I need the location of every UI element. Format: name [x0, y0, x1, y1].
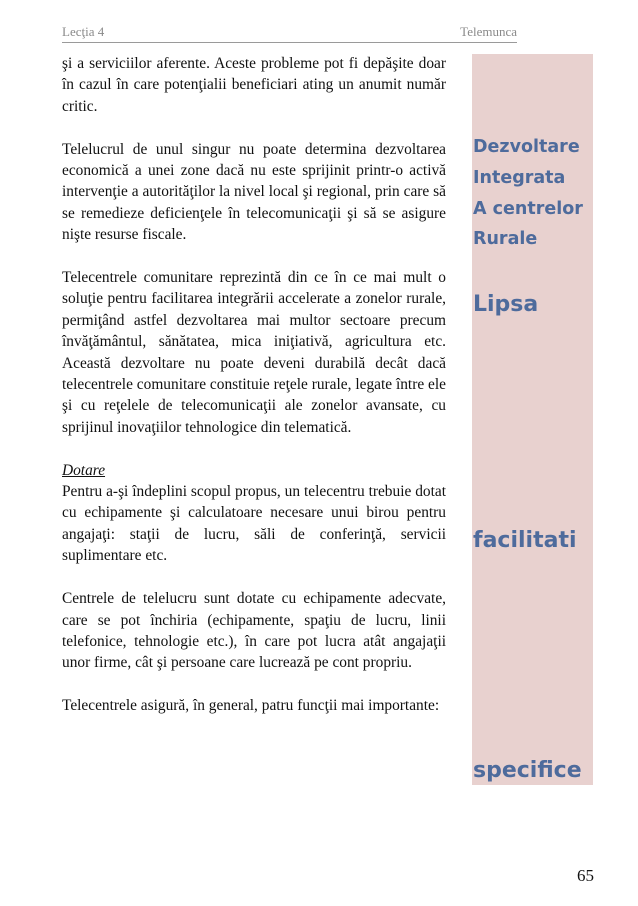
sidebar-line: Integrata — [473, 168, 566, 188]
sidebar-line: specifice — [473, 758, 582, 783]
sidebar-line: Dezvoltare — [473, 137, 580, 157]
paragraph: Pentru a-şi îndeplini scopul propus, un telecentru trebuie dotat cu echipamente şi calculatoare necesare unui birou pentru angajaţi: staţii de lucru, săli de conferinţă, servicii suplimentare etc. — [62, 483, 446, 565]
paragraph: Telecentrele asigură, în general, patru funcţii mai importante: — [62, 697, 440, 715]
paragraph: Centrele de telelucru sunt dotate cu echipamente adecvate, care se pot închiria (echipamente, spaţiu de lucru, linii telefonice, tehnologie etc.), în care pot lucra atât angajaţii unor firme, cât şi persoane care lucrează pe cont propriu. — [62, 590, 446, 672]
sidebar-keywords — [472, 54, 593, 785]
paragraph: Telecentrele comunitare reprezintă din ce în ce mai mult o soluţie pentru facilitarea integrării accelerate a zonelor rurale, permiţând astfel dezvoltarea mai multor sectoare precum învăţământul, sănătatea, mica iniţiativă, agricultura etc. Această dezvoltare nu poate deveni durabilă decât dacă telecentrele comunitare constituie reţele rurale, legate între ele şi cu reţelele de telecomunicaţii ale zonelor avansate, cu sprijinul inovaţiilor tehnologice din telematică. — [62, 269, 446, 436]
body-text — [62, 53, 446, 717]
lesson-label: Lecţia 4 — [62, 24, 105, 39]
page-number: 65 — [577, 866, 594, 885]
running-title: Telemunca — [460, 24, 517, 39]
section-heading: Dotare — [62, 461, 106, 479]
sidebar-line: Rurale — [473, 229, 538, 249]
paragraph: şi a serviciilor aferente. Aceste probleme pot fi depăşite doar în cazul în care potenţialii beneficiari ating un anumit număr critic. — [62, 55, 446, 115]
sidebar-line: facilitati — [473, 528, 577, 553]
page-header — [62, 20, 517, 43]
sidebar-line: Lipsa — [473, 292, 539, 317]
paragraph: Telelucrul de unul singur nu poate determina dezvoltarea economică a unei zone dacă nu este sprijinit printr-o activă intervenţie a autorităţilor la nivel local şi regional, prin care să se remedieze deficienţele în telecomunicaţii şi să se asigure nişte resurse fiscale. — [62, 140, 446, 244]
sidebar-line: A centrelor — [473, 199, 583, 219]
